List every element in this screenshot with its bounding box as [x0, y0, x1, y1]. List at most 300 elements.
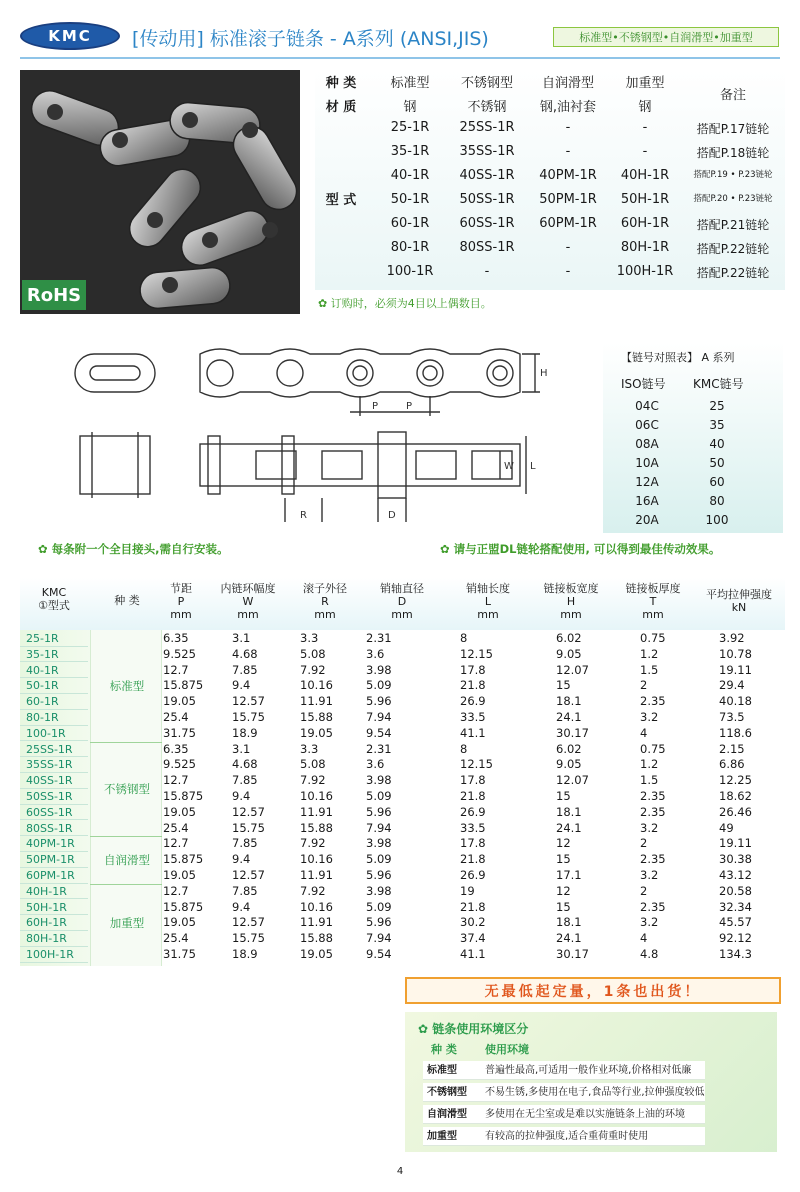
side-pin-d	[282, 436, 294, 494]
pin-3	[353, 366, 367, 380]
spec-value-cell: 9.4	[232, 678, 251, 693]
side-roller-a	[416, 451, 456, 479]
type-cell: 100H-1R	[616, 264, 674, 279]
spec-value-cell: 3.1	[232, 741, 251, 756]
spec-value-cell: 6.35	[163, 631, 189, 645]
spec-value-cell: 40.18	[719, 694, 752, 709]
spec-h-tensile: 平均拉伸强度 kN	[706, 588, 772, 614]
spec-value-cell: 4.68	[232, 757, 258, 772]
env-desc: 多使用在无尘室或是难以实施链条上油的环境	[485, 1109, 685, 1120]
spec-value-cell: 12	[556, 883, 571, 898]
spec-value-cell: 15.88	[300, 931, 333, 946]
ref-iso-cell: 04C	[635, 399, 659, 413]
spec-model-cell: 60PM-1R	[20, 868, 88, 884]
spec-value-cell: 15.875	[163, 789, 204, 803]
spec-value-cell: 7.85	[232, 836, 258, 851]
type-cell: -	[642, 144, 648, 159]
spec-value-cell: 26.9	[460, 804, 486, 819]
spec-value-cell: 17.8	[460, 662, 486, 677]
type-header-kind: 种 类	[325, 76, 357, 91]
ref-kmc-cell: 80	[709, 494, 725, 508]
type-cell: 80H-1R	[620, 240, 670, 255]
spec-value-cell: 2.35	[640, 804, 666, 819]
spec-value-cell: 26.46	[719, 804, 752, 819]
spec-model-cell: 25SS-1R	[20, 742, 88, 758]
ref-col-iso: ISO链号	[621, 377, 666, 391]
env-kind: 不锈钢型	[427, 1087, 467, 1098]
ref-iso-cell: 10A	[635, 456, 659, 470]
spec-group-label: 不锈钢型	[104, 782, 150, 796]
spec-value-cell: 7.94	[366, 710, 392, 724]
spec-value-cell: 21.8	[460, 678, 486, 693]
spec-model-cell: 60-1R	[20, 694, 88, 710]
spec-value-cell: 43.12	[719, 868, 752, 882]
label-r: R	[300, 510, 307, 521]
type-cell: -	[484, 264, 490, 279]
spec-value-cell: 33.5	[460, 820, 486, 835]
spec-value-cell: 5.08	[300, 646, 326, 661]
spec-model-cell: 80H-1R	[20, 931, 88, 947]
spec-h-pin-len: 销轴长度 L mm	[466, 582, 510, 621]
type-cell: 搭配P.22链轮	[696, 266, 770, 280]
spec-value-cell: 45.57	[719, 915, 752, 930]
spec-model-cell: 80-1R	[20, 710, 88, 726]
spec-value-cell: 11.91	[300, 915, 333, 930]
spec-value-cell: 10.16	[300, 678, 333, 693]
group-divider	[90, 884, 162, 885]
note-connector: ✿ 每条附一个全目接头,需自行安装。	[38, 542, 229, 556]
spec-value-cell: 12.07	[556, 662, 589, 677]
spec-value-cell: 4.8	[640, 947, 659, 961]
spec-value-cell: 1.5	[640, 773, 659, 788]
env-desc: 有较高的拉伸强度,适合重荷重时使用	[485, 1131, 649, 1142]
spec-value-cell: 7.92	[300, 773, 326, 788]
spec-model-cell: 35SS-1R	[20, 757, 88, 773]
spec-h-pin-dia: 销轴直径 D mm	[380, 582, 424, 621]
ref-iso-cell: 08A	[635, 437, 659, 451]
label-w: W	[504, 461, 514, 472]
ref-iso-cell: 12A	[635, 475, 659, 489]
spec-value-cell: 33.5	[460, 710, 486, 724]
spec-value-cell: 3.2	[640, 710, 659, 724]
pin-5	[493, 366, 507, 380]
spec-value-cell: 5.08	[300, 757, 326, 772]
spec-value-cell: 1.2	[640, 757, 659, 772]
spec-value-cell: 0.75	[640, 741, 666, 756]
spec-value-cell: 19.11	[719, 662, 752, 677]
type-cell: 50H-1R	[620, 192, 670, 207]
spec-value-cell: 6.02	[556, 631, 582, 645]
spec-value-cell: 11.91	[300, 868, 333, 882]
type-cell: 80SS-1R	[459, 240, 515, 255]
chain-illustration	[20, 70, 300, 314]
spec-value-cell: 12.57	[232, 694, 265, 709]
spec-value-cell: 21.8	[460, 852, 486, 867]
type-header-heavy-mat: 钢	[638, 100, 652, 115]
chain-photo	[20, 70, 300, 314]
spec-value-cell: 15.75	[232, 710, 265, 724]
spec-value-cell: 2.15	[719, 741, 745, 756]
type-cell: 搭配P.18链轮	[696, 146, 770, 160]
side-pin-e	[378, 432, 406, 498]
spec-value-cell: 1.2	[640, 646, 659, 661]
label-p-1: P	[372, 401, 379, 412]
spec-value-cell: 18.62	[719, 789, 752, 803]
env-desc: 不易生锈,多使用在电子,食品等行业,拉伸强度较低	[485, 1087, 705, 1098]
roller-3	[347, 360, 373, 386]
ref-kmc-cell: 40	[709, 437, 725, 451]
spec-value-cell: 3.3	[300, 631, 319, 645]
type-cell: -	[565, 144, 571, 159]
spec-value-cell: 4	[640, 725, 648, 740]
spec-value-cell: 12.57	[232, 915, 265, 930]
spec-model-cell: 50SS-1R	[20, 789, 88, 805]
group-divider	[90, 836, 162, 837]
spec-value-cell: 30.17	[556, 725, 589, 740]
type-header-heavy: 加重型	[625, 76, 665, 91]
spec-value-cell: 5.09	[366, 899, 392, 914]
spec-value-cell: 30.17	[556, 947, 589, 961]
roller-1	[207, 360, 233, 386]
spec-value-cell: 5.09	[366, 852, 392, 867]
side-pin-c	[208, 436, 220, 494]
spec-value-cell: 20.58	[719, 883, 752, 898]
spec-group-label: 标准型	[109, 679, 145, 694]
spec-value-cell: 24.1	[556, 820, 582, 835]
spec-value-cell: 24.1	[556, 710, 582, 724]
spec-value-cell: 26.9	[460, 694, 486, 709]
spec-value-cell: 11.91	[300, 694, 333, 709]
spec-value-cell: 3.98	[366, 773, 392, 788]
env-kind: 加重型	[427, 1131, 457, 1142]
label-h: H	[540, 368, 548, 379]
type-cell: -	[565, 120, 571, 135]
spec-value-cell: 2	[640, 836, 648, 851]
chain-reference-table	[603, 343, 783, 533]
spec-value-cell: 134.3	[719, 947, 752, 961]
spec-value-cell: 12.07	[556, 773, 589, 788]
spec-value-cell: 2	[640, 883, 648, 898]
type-cell: 搭配P.17链轮	[696, 122, 770, 136]
label-p-2: P	[406, 401, 413, 412]
spec-value-cell: 92.12	[719, 931, 752, 946]
type-cell: 60-1R	[390, 216, 430, 231]
spec-value-cell: 2.35	[640, 789, 666, 803]
spec-value-cell: 9.4	[232, 852, 251, 867]
type-header-standard: 标准型	[390, 76, 430, 91]
spec-value-cell: 4.68	[232, 646, 258, 661]
ref-kmc-cell: 60	[709, 475, 725, 489]
spec-value-cell: 19.05	[163, 868, 196, 882]
side-roller-b	[256, 451, 296, 479]
type-cell: 35SS-1R	[459, 144, 515, 159]
type-cell: 35-1R	[390, 144, 430, 159]
ref-kmc-cell: 100	[705, 513, 729, 527]
spec-value-cell: 12.15	[460, 757, 493, 772]
type-cell: 50PM-1R	[539, 192, 597, 207]
spec-value-cell: 7.85	[232, 662, 258, 677]
spec-value-cell: 31.75	[163, 725, 196, 740]
spec-value-cell: 31.75	[163, 947, 196, 961]
link-plate-shape	[75, 354, 155, 392]
spec-model-cell: 50PM-1R	[20, 852, 88, 868]
spec-value-cell: 32.34	[719, 899, 752, 914]
spec-value-cell: 2	[640, 678, 648, 693]
spec-h-model: KMC ①型式	[38, 586, 70, 612]
env-desc: 普遍性最高,可适用一般作业环境,价格相对低廉	[485, 1065, 692, 1076]
type-cell: 60H-1R	[620, 216, 670, 231]
no-minimum-banner: 无最低起定量，1条也出货！	[405, 977, 781, 1004]
spec-value-cell: 2.35	[640, 694, 666, 709]
spec-value-cell: 7.94	[366, 931, 392, 946]
spec-value-cell: 26.9	[460, 868, 486, 882]
type-cell: 60SS-1R	[459, 216, 515, 231]
spec-value-cell: 5.96	[366, 868, 392, 882]
spec-value-cell: 15.88	[300, 820, 333, 835]
spec-value-cell: 10.78	[719, 646, 752, 661]
spec-value-cell: 5.96	[366, 804, 392, 819]
spec-value-cell: 21.8	[460, 899, 486, 914]
spec-value-cell: 19.05	[163, 694, 196, 709]
spec-value-cell: 9.05	[556, 646, 582, 661]
ref-kmc-cell: 35	[709, 418, 725, 432]
spec-value-cell: 9.525	[163, 646, 196, 661]
type-cell: 25SS-1R	[459, 120, 515, 135]
spec-model-cell: 40H-1R	[20, 884, 88, 900]
spec-value-cell: 2.35	[640, 899, 666, 914]
environment-title: ✿ 链条使用环境区分	[418, 1022, 529, 1036]
type-header-selflube-mat: 钢,油衬套	[539, 100, 597, 115]
spec-value-cell: 3.6	[366, 646, 385, 661]
type-cell: 搭配P.19 • P.23链轮	[693, 170, 773, 180]
spec-value-cell: 9.05	[556, 757, 582, 772]
spec-value-cell: 5.09	[366, 789, 392, 803]
env-header-row: 种 类 使用环境	[431, 1043, 529, 1056]
type-header-material: 材 质	[325, 100, 357, 115]
spec-value-cell: 19.11	[719, 836, 752, 851]
spec-value-cell: 25.4	[163, 820, 189, 835]
type-cell: 100-1R	[386, 264, 434, 279]
spec-value-cell: 6.35	[163, 741, 189, 756]
page-number: 4	[396, 1166, 404, 1177]
spec-value-cell: 3.2	[640, 915, 659, 930]
spec-h-kind: 种 类	[114, 594, 140, 607]
spec-value-cell: 4	[640, 931, 648, 946]
spec-value-cell: 12.15	[460, 646, 493, 661]
type-header-stainless: 不锈钢型	[460, 76, 513, 91]
kmc-logo: KMC	[20, 22, 120, 50]
spec-model-cell: 60H-1R	[20, 915, 88, 931]
spec-model-cell: 50-1R	[20, 678, 88, 694]
spec-value-cell: 15.75	[232, 820, 265, 835]
spec-model-cell: 50H-1R	[20, 900, 88, 916]
gear-icon: ✿	[38, 542, 52, 556]
spec-group-label: 自润滑型	[104, 853, 150, 868]
spec-value-cell: 25.4	[163, 710, 189, 724]
env-row	[423, 1105, 705, 1124]
spec-value-cell: 9.54	[366, 947, 392, 961]
spec-value-cell: 5.09	[366, 678, 392, 693]
order-note: ✿ 订购时，必须为4目以上偶数目。	[318, 297, 492, 310]
spec-value-cell: 21.8	[460, 789, 486, 803]
spec-value-cell: 15	[556, 852, 571, 867]
spec-value-cell: 3.6	[366, 757, 385, 772]
ref-col-kmc: KMC链号	[693, 377, 744, 391]
spec-value-cell: 6.02	[556, 741, 582, 756]
spec-value-cell: 2.35	[640, 852, 666, 867]
spec-value-cell: 2.31	[366, 741, 392, 756]
spec-value-cell: 18.9	[232, 947, 258, 961]
env-row	[423, 1127, 705, 1146]
type-cell: 80-1R	[390, 240, 430, 255]
spec-value-cell: 0.75	[640, 631, 666, 645]
spec-model-cell: 35-1R	[20, 647, 88, 663]
type-cell: 60PM-1R	[539, 216, 597, 231]
ref-iso-cell: 20A	[635, 513, 659, 527]
spec-value-cell: 5.96	[366, 694, 392, 709]
spec-value-cell: 19.05	[163, 915, 196, 930]
type-cell: 搭配P.20 • P.23链轮	[693, 194, 773, 204]
spec-model-cell: 100-1R	[20, 726, 88, 742]
spec-value-cell: 17.1	[556, 868, 582, 882]
spec-value-cell: 12.25	[719, 773, 752, 788]
spec-value-cell: 18.1	[556, 915, 582, 930]
type-cell: -	[565, 264, 571, 279]
spec-value-cell: 10.16	[300, 852, 333, 867]
chain-dimension-diagram	[60, 336, 550, 532]
spec-value-cell: 17.8	[460, 836, 486, 851]
spec-value-cell: 30.2	[460, 915, 486, 930]
spec-value-cell: 41.1	[460, 947, 486, 961]
spec-value-cell: 8	[460, 631, 468, 645]
spec-value-cell: 29.4	[719, 678, 745, 693]
env-row	[423, 1061, 705, 1080]
spec-value-cell: 15.875	[163, 678, 204, 693]
type-cell: 搭配P.21链轮	[696, 218, 770, 232]
spec-value-cell: 7.92	[300, 883, 326, 898]
type-cell: 40SS-1R	[459, 168, 515, 183]
ref-title: 【链号对照表】 A 系列	[621, 351, 735, 364]
spec-value-cell: 73.5	[719, 710, 745, 724]
spec-value-cell: 12.7	[163, 662, 189, 677]
spec-value-cell: 25.4	[163, 931, 189, 946]
pin-4	[423, 366, 437, 380]
series-tags: 标准型•不锈钢型•自润滑型•加重型	[553, 27, 779, 47]
gear-icon: ✿	[318, 297, 331, 310]
env-kind: 自润滑型	[427, 1109, 467, 1120]
ref-kmc-cell: 50	[709, 456, 725, 470]
spec-value-cell: 15.75	[232, 931, 265, 946]
ref-kmc-cell: 25	[709, 399, 725, 413]
type-cell: 25-1R	[390, 120, 430, 135]
spec-value-cell: 7.85	[232, 883, 258, 898]
spec-value-cell: 2.31	[366, 631, 392, 645]
type-table	[315, 70, 785, 290]
spec-value-cell: 18.1	[556, 694, 582, 709]
spec-value-cell: 12.7	[163, 773, 189, 788]
spec-value-cell: 49	[719, 820, 734, 835]
spec-value-cell: 15	[556, 678, 571, 693]
type-cell: 搭配P.22链轮	[696, 242, 770, 256]
spec-model-cell: 40SS-1R	[20, 773, 88, 789]
label-l: L	[530, 461, 536, 472]
spec-value-cell: 15.875	[163, 852, 204, 867]
spec-value-cell: 3.92	[719, 631, 745, 645]
roller-2	[277, 360, 303, 386]
spec-value-cell: 37.4	[460, 931, 486, 946]
spec-value-cell: 9.54	[366, 725, 392, 740]
type-cell: 50-1R	[390, 192, 430, 207]
spec-value-cell: 3.98	[366, 883, 392, 898]
spec-table-header	[20, 578, 785, 630]
spec-model-cell: 40-1R	[20, 663, 88, 679]
spec-model-cell: 25-1R	[20, 631, 88, 647]
spec-group-label: 加重型	[109, 916, 145, 931]
spec-value-cell: 41.1	[460, 725, 486, 740]
ref-iso-cell: 06C	[635, 418, 659, 432]
spec-value-cell: 7.94	[366, 820, 392, 835]
spec-value-cell: 17.8	[460, 773, 486, 788]
spec-value-cell: 19	[460, 883, 475, 898]
spec-value-cell: 6.86	[719, 757, 745, 772]
spec-value-cell: 18.1	[556, 804, 582, 819]
spec-value-cell: 15.875	[163, 899, 204, 914]
roller-5	[487, 360, 513, 386]
type-header-selflube: 自润滑型	[541, 76, 594, 91]
spec-value-cell: 8	[460, 741, 468, 756]
spec-model-cell: 40PM-1R	[20, 836, 88, 852]
env-row	[423, 1083, 705, 1102]
type-cell: 50SS-1R	[459, 192, 515, 207]
spec-h-pitch: 节距 P mm	[170, 582, 192, 621]
env-kind: 标准型	[427, 1065, 457, 1076]
spec-h-plate-thick: 链接板厚度 T mm	[625, 582, 681, 621]
spec-value-cell: 9.4	[232, 789, 251, 803]
type-cell: -	[565, 240, 571, 255]
type-cell: 40-1R	[390, 168, 430, 183]
spec-h-plate-width: 链接板宽度 H mm	[543, 582, 599, 621]
side-roller-c	[322, 451, 362, 479]
spec-model-cell: 60SS-1R	[20, 805, 88, 821]
type-header-remarks: 备注	[719, 88, 746, 103]
gear-icon: ✿	[418, 1022, 433, 1036]
spec-value-cell: 12.7	[163, 883, 189, 898]
spec-value-cell: 1.5	[640, 662, 659, 677]
spec-value-cell: 7.92	[300, 662, 326, 677]
roller-4	[417, 360, 443, 386]
rohs-badge: RoHS	[22, 280, 86, 310]
gear-icon: ✿	[440, 542, 454, 556]
group-divider	[90, 742, 162, 743]
spec-value-cell: 12.57	[232, 804, 265, 819]
spec-h-inner-width: 内链环幅度 W mm	[220, 582, 276, 621]
spec-value-cell: 19.05	[300, 725, 333, 740]
spec-value-cell: 9.4	[232, 899, 251, 914]
spec-value-cell: 118.6	[719, 725, 752, 740]
spec-value-cell: 15	[556, 899, 571, 914]
note-sprocket: ✿ 请与正盟DL链轮搭配使用, 可以得到最佳传动效果。	[440, 542, 721, 556]
header-divider	[20, 57, 780, 59]
spec-value-cell: 7.92	[300, 836, 326, 851]
spec-value-cell: 11.91	[300, 804, 333, 819]
spec-value-cell: 10.16	[300, 899, 333, 914]
spec-value-cell: 9.525	[163, 757, 196, 772]
page-title: [传动用] 标准滚子链条 - A系列 (ANSI,JIS)	[132, 28, 489, 50]
spec-value-cell: 15.88	[300, 710, 333, 724]
spec-value-cell: 3.98	[366, 662, 392, 677]
spec-h-roller: 滚子外径 R mm	[303, 582, 347, 621]
type-row-label: 型 式	[325, 193, 357, 208]
